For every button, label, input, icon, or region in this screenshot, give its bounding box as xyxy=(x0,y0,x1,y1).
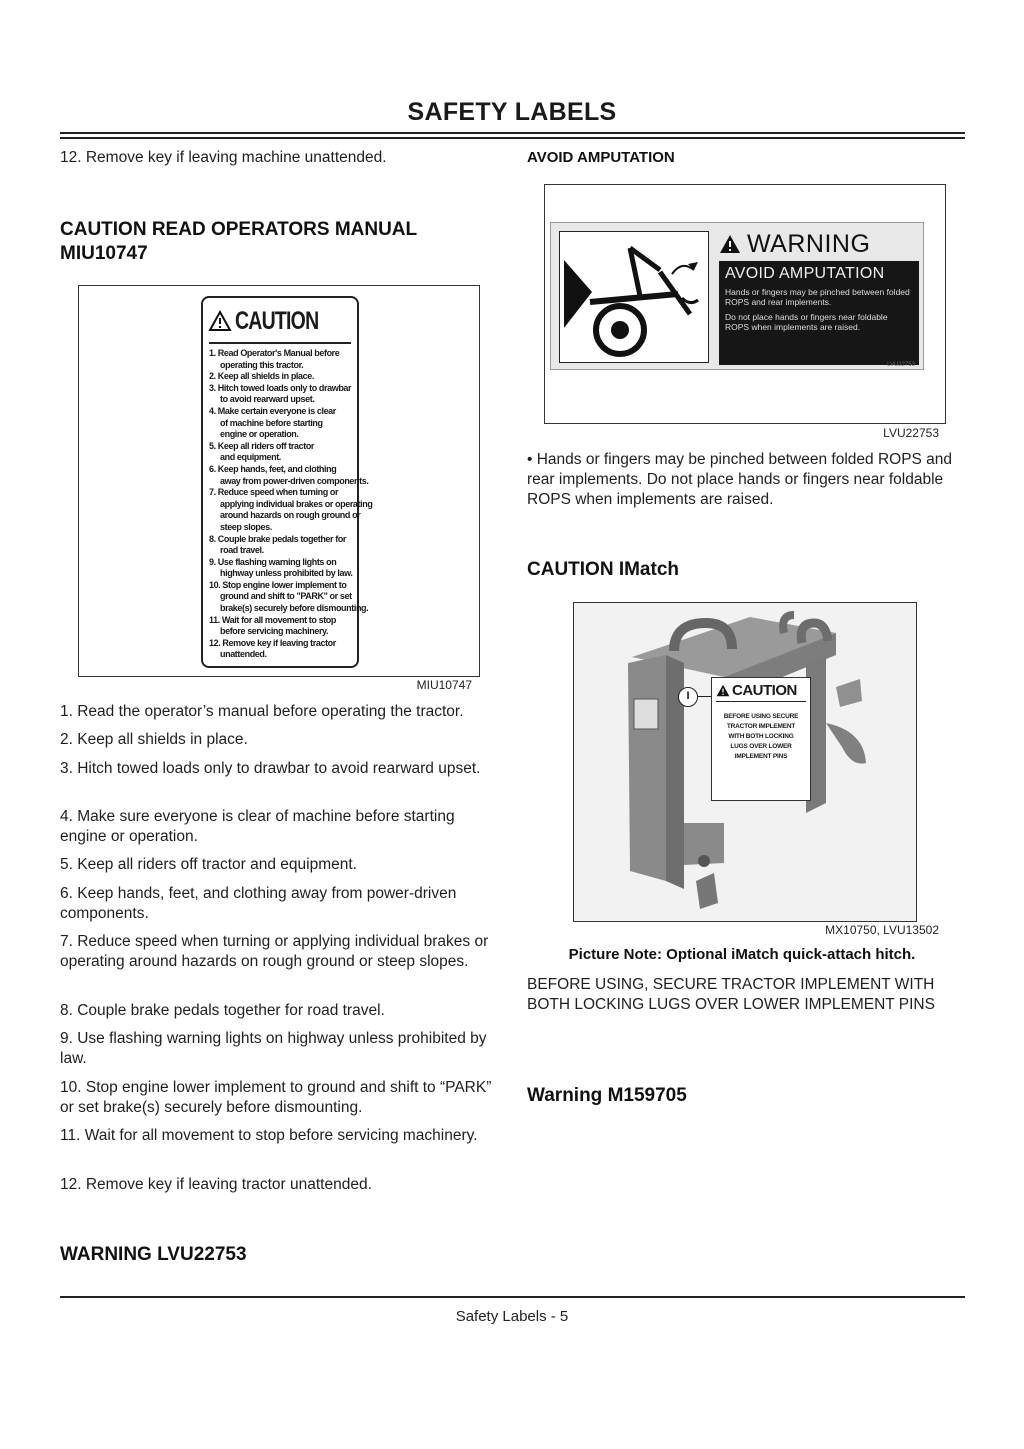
page-footer: Safety Labels - 5 xyxy=(455,1308,569,1325)
list-item: 6. Keep hands, feet, and clothing away from power-driven components. xyxy=(60,885,457,922)
decal-line: 3. Hitch towed loads only to drawbar xyxy=(209,382,352,393)
warning-subtitle: AVOID AMPUTATION xyxy=(725,265,885,282)
warning-triangle-icon xyxy=(716,684,730,697)
decal-title: CAUTION xyxy=(732,682,797,699)
warning-decal-code: LVU22753 xyxy=(887,362,915,368)
decal-line: 12. Remove key if leaving tractor xyxy=(209,637,336,648)
decal-line: of machine before starting xyxy=(220,417,323,428)
warning-text-panel xyxy=(719,261,919,365)
avoid-amputation-heading: AVOID AMPUTATION xyxy=(527,149,675,166)
decal-line: 10. Stop engine lower implement to xyxy=(209,579,347,590)
decal-line: applying individual brakes or operating xyxy=(220,498,373,509)
warning-text-1: Hands or fingers may be pinched between folded ROPS and rear implements. xyxy=(725,287,910,307)
heading-line: MIU10747 xyxy=(60,243,148,264)
decal-line: TRACTOR IMPLEMENT xyxy=(726,723,796,730)
decal-line: operating this tractor. xyxy=(220,359,304,370)
decal-line: before servicing machinery. xyxy=(220,626,329,637)
decal-title: CAUTION xyxy=(235,306,319,335)
decal-line: 7. Reduce speed when turning or xyxy=(209,487,339,498)
warning-title: WARNING xyxy=(747,229,871,258)
decal-line: 8. Couple brake pedals together for xyxy=(209,533,347,544)
decal-line: LUGS OVER LOWER xyxy=(730,743,792,750)
list-item: 1. Read the operator’s manual before operating the tractor. xyxy=(60,703,464,720)
caution-manual-heading xyxy=(60,218,496,266)
list-item: 11. Wait for all movement to stop before servicing machinery. xyxy=(60,1127,478,1144)
decal-line: brake(s) securely before dismounting. xyxy=(220,603,369,614)
decal-line: 5. Keep all riders off tractor xyxy=(209,440,315,451)
decal-line: 9. Use flashing warning lights on xyxy=(209,556,337,567)
figure-label: MX10750, LVU13502 xyxy=(825,923,939,937)
decal-header xyxy=(716,682,806,702)
imatch-figure xyxy=(573,602,917,922)
warning-title-row xyxy=(719,229,919,259)
decal-line: road travel. xyxy=(220,545,264,556)
warning-text-2: Do not place hands or fingers near foldable ROPS when implements are raised. xyxy=(725,312,888,332)
decal-line: 2. Keep all shields in place. xyxy=(209,371,314,382)
list-item: 7. Reduce speed when turning or applying individual brakes or operating around hazards on rough ground or steep slopes. xyxy=(60,933,489,970)
right-column xyxy=(527,148,957,1128)
decal-line: engine or operation. xyxy=(220,429,299,440)
decal-lines xyxy=(209,348,373,661)
decal-line: to avoid rearward upset. xyxy=(220,394,315,405)
decal-line: steep slopes. xyxy=(220,521,272,532)
decal-line: 1. Read Operator's Manual before xyxy=(209,348,340,358)
warning-triangle-icon xyxy=(209,311,231,331)
page-title: SAFETY LABELS xyxy=(407,98,617,126)
left-column xyxy=(60,148,496,1278)
list-item: 8. Couple brake pedals together for road travel. xyxy=(60,1002,385,1019)
warning-decal xyxy=(550,222,924,370)
decal-line: IMPLEMENT PINS xyxy=(734,753,788,760)
warning-m159705-heading: Warning M159705 xyxy=(527,1085,687,1106)
decal-lines xyxy=(716,712,806,762)
list-item: 4. Make sure everyone is clear of machine before starting engine or operation. xyxy=(60,808,455,845)
figure-label: MIU10747 xyxy=(416,678,472,692)
rops-pictorial xyxy=(559,231,709,363)
decal-line: ground and shift to "PARK" or set xyxy=(220,591,352,602)
warning-lvu-heading: WARNING LVU22753 xyxy=(60,1244,247,1265)
decal-line: unattended. xyxy=(220,649,267,660)
callout-marker: I xyxy=(678,687,698,707)
decal-line: away from power-driven components. xyxy=(220,475,369,486)
decal-line: 6. Keep hands, feet, and clothing xyxy=(209,463,337,474)
decal-line: 11. Wait for all movement to stop xyxy=(209,614,336,625)
decal-line: around hazards on rough ground or xyxy=(220,510,361,521)
caution-decal xyxy=(201,296,373,668)
heading-line: CAUTION READ OPERATORS MANUAL xyxy=(60,219,418,240)
intro-item: 12. Remove key if leaving machine unattended. xyxy=(60,149,387,166)
warning-decal-figure xyxy=(544,184,946,424)
header-rule xyxy=(60,132,965,134)
imatch-heading: CAUTION IMatch xyxy=(527,559,679,580)
warning-triangle-icon xyxy=(719,234,741,254)
list-item: 10. Stop engine lower implement to ground and shift to “PARK” or set brake(s) securely before dismounting. xyxy=(60,1079,492,1116)
header-rule xyxy=(60,137,965,139)
imatch-caution-decal xyxy=(711,677,811,801)
decal-header xyxy=(209,304,351,344)
decal-line: and equipment. xyxy=(220,452,281,463)
pinch-hazard-icon xyxy=(560,232,708,362)
decal-line: 4. Make certain everyone is clear xyxy=(209,405,336,416)
footer-rule xyxy=(60,1296,965,1298)
list-item: 9. Use flashing warning lights on highway unless prohibited by law. xyxy=(60,1030,487,1067)
decal-line: BEFORE USING SECURE xyxy=(723,713,799,720)
figure-label: LVU22753 xyxy=(883,426,939,440)
decal-line: WITH BOTH LOCKING xyxy=(728,733,794,740)
decal-line: highway unless prohibited by law. xyxy=(220,568,353,579)
list-item: 5. Keep all riders off tractor and equipment. xyxy=(60,856,357,873)
caution-decal-figure xyxy=(78,285,480,677)
list-item: 2. Keep all shields in place. xyxy=(60,731,248,748)
imatch-instruction-text: BEFORE USING, SECURE TRACTOR IMPLEMENT WITH BOTH LOCKING LUGS OVER LOWER IMPLEMENT PINS xyxy=(527,976,935,1013)
list-item: 3. Hitch towed loads only to drawbar to avoid rearward upset. xyxy=(60,760,481,777)
picture-note: Picture Note: Optional iMatch quick-attach hitch. xyxy=(568,946,916,963)
list-item: 12. Remove key if leaving tractor unattended. xyxy=(60,1176,372,1193)
callout-line xyxy=(698,696,712,697)
amputation-bullet-text: • Hands or fingers may be pinched between folded ROPS and rear implements. Do not place hands or fingers near foldable ROPS when implements are raised. xyxy=(527,451,953,508)
